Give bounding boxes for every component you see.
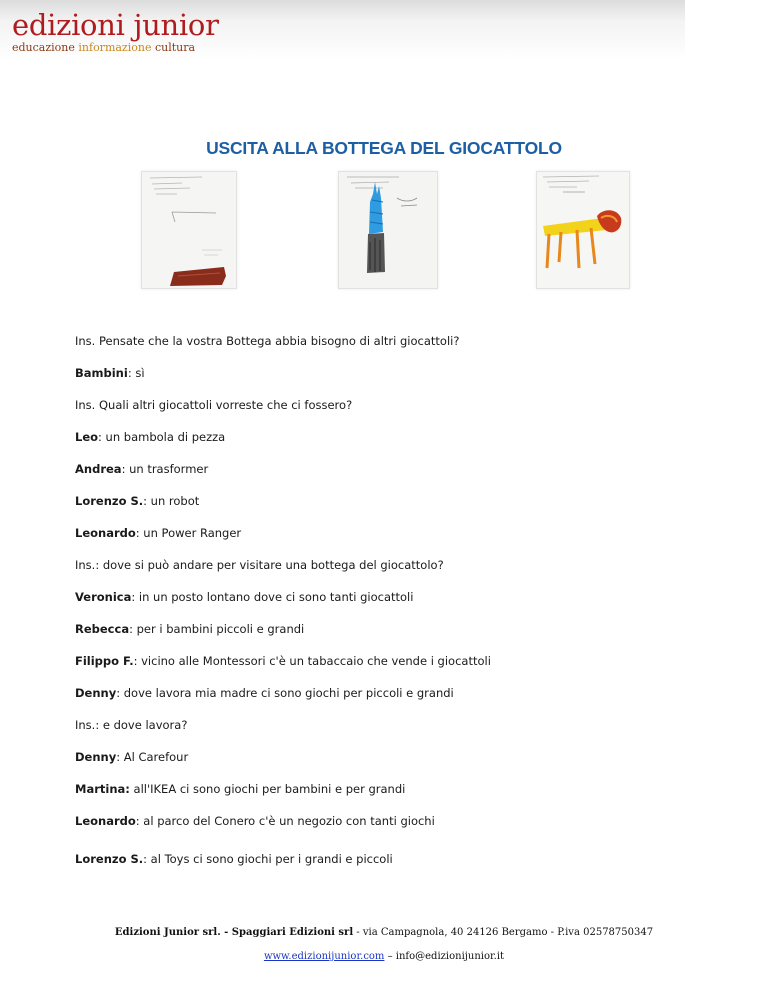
speaker-name: Filippo F. — [75, 654, 134, 668]
dialogue-line — [75, 333, 715, 365]
dialogue-line — [75, 589, 715, 621]
dialogue-text: : sì — [127, 366, 145, 380]
footer-company-info — [0, 927, 768, 938]
speaker-name: Veronica — [75, 590, 132, 604]
speaker-name: Denny — [75, 750, 117, 764]
publisher-logo — [12, 10, 219, 55]
dialogue-text: Ins.: e dove lavora? — [75, 718, 188, 732]
logo-tagline — [12, 41, 219, 55]
child-drawing-image — [141, 171, 237, 289]
speaker-name: Andrea — [75, 462, 122, 476]
dialogue-text: Ins.: dove si può andare per visitare una bottega del giocattolo? — [75, 558, 444, 572]
dialogue-line — [75, 813, 715, 851]
dialogue-text: : un bambola di pezza — [98, 430, 226, 444]
child-drawing-icon — [142, 172, 236, 288]
dialogue-line — [75, 717, 715, 749]
dialogue-line — [75, 461, 715, 493]
dialogue-line — [75, 685, 715, 717]
speaker-name: Bambini — [75, 366, 128, 380]
dialogue-text: Ins. Quali altri giocattoli vorreste che ci fossero? — [75, 398, 353, 412]
dialogue-line — [75, 493, 715, 525]
footer-address: - via Campagnola, 40 24126 Bergamo - P.iva 02578750347 — [353, 927, 654, 938]
logo-title: edizioni junior — [12, 8, 219, 42]
speaker-name: Leo — [75, 430, 99, 444]
speaker-name: Martina: — [75, 782, 130, 796]
dialogue-line — [75, 851, 715, 883]
dialogue — [75, 333, 715, 883]
dialogue-text: : Al Carefour — [116, 750, 189, 764]
dialogue-text: : dove lavora mia madre ci sono giochi per piccoli e grandi — [116, 686, 454, 700]
footer-company: Edizioni Junior srl. - Spaggiari Edizioni srl — [114, 927, 354, 938]
child-drawing-icon — [339, 172, 437, 288]
dialogue-line — [75, 781, 715, 813]
speaker-name: Lorenzo S. — [75, 852, 144, 866]
speaker-name: Rebecca — [75, 622, 130, 636]
dialogue-text: Ins. Pensate che la vostra Bottega abbia bisogno di altri giocattoli? — [75, 334, 460, 348]
speaker-name: Leonardo — [75, 526, 136, 540]
child-drawing-image — [536, 171, 630, 289]
speaker-name: Denny — [75, 686, 117, 700]
dialogue-line — [75, 557, 715, 589]
tagline-word: informazione — [78, 41, 152, 54]
dialogue-line — [75, 653, 715, 685]
dialogue-text: : un Power Ranger — [135, 526, 242, 540]
footer-separator: – — [384, 951, 396, 962]
email-address: info@edizionijunior.it — [395, 951, 505, 962]
dialogue-line — [75, 429, 715, 461]
page-title: USCITA ALLA BOTTEGA DEL GIOCATTOLO — [206, 138, 562, 158]
dialogue-text: : per i bambini piccoli e grandi — [129, 622, 305, 636]
website-link[interactable]: www.edizionijunior.com — [263, 951, 385, 962]
dialogue-line — [75, 365, 715, 397]
child-drawing-icon — [537, 172, 629, 288]
dialogue-line — [75, 397, 715, 429]
dialogue-line — [75, 525, 715, 557]
dialogue-text: all'IKEA ci sono giochi per bambini e per grandi — [129, 782, 406, 796]
dialogue-text: : un robot — [143, 494, 200, 508]
dialogue-line — [75, 749, 715, 781]
dialogue-line — [75, 621, 715, 653]
speaker-name: Leonardo — [75, 814, 136, 828]
dialogue-text: : vicino alle Montessori c'è un tabaccaio che vende i giocattoli — [133, 654, 491, 668]
tagline-word: cultura — [154, 41, 196, 54]
dialogue-text: : al Toys ci sono giochi per i grandi e piccoli — [143, 852, 393, 866]
dialogue-text: : un trasformer — [121, 462, 209, 476]
tagline-word: educazione — [12, 41, 75, 54]
footer-contacts — [0, 951, 768, 962]
dialogue-text: : in un posto lontano dove ci sono tanti giocattoli — [131, 590, 414, 604]
speaker-name: Lorenzo S. — [75, 494, 144, 508]
dialogue-text: : al parco del Conero c'è un negozio con tanti giochi — [135, 814, 435, 828]
child-drawing-image — [338, 171, 438, 289]
